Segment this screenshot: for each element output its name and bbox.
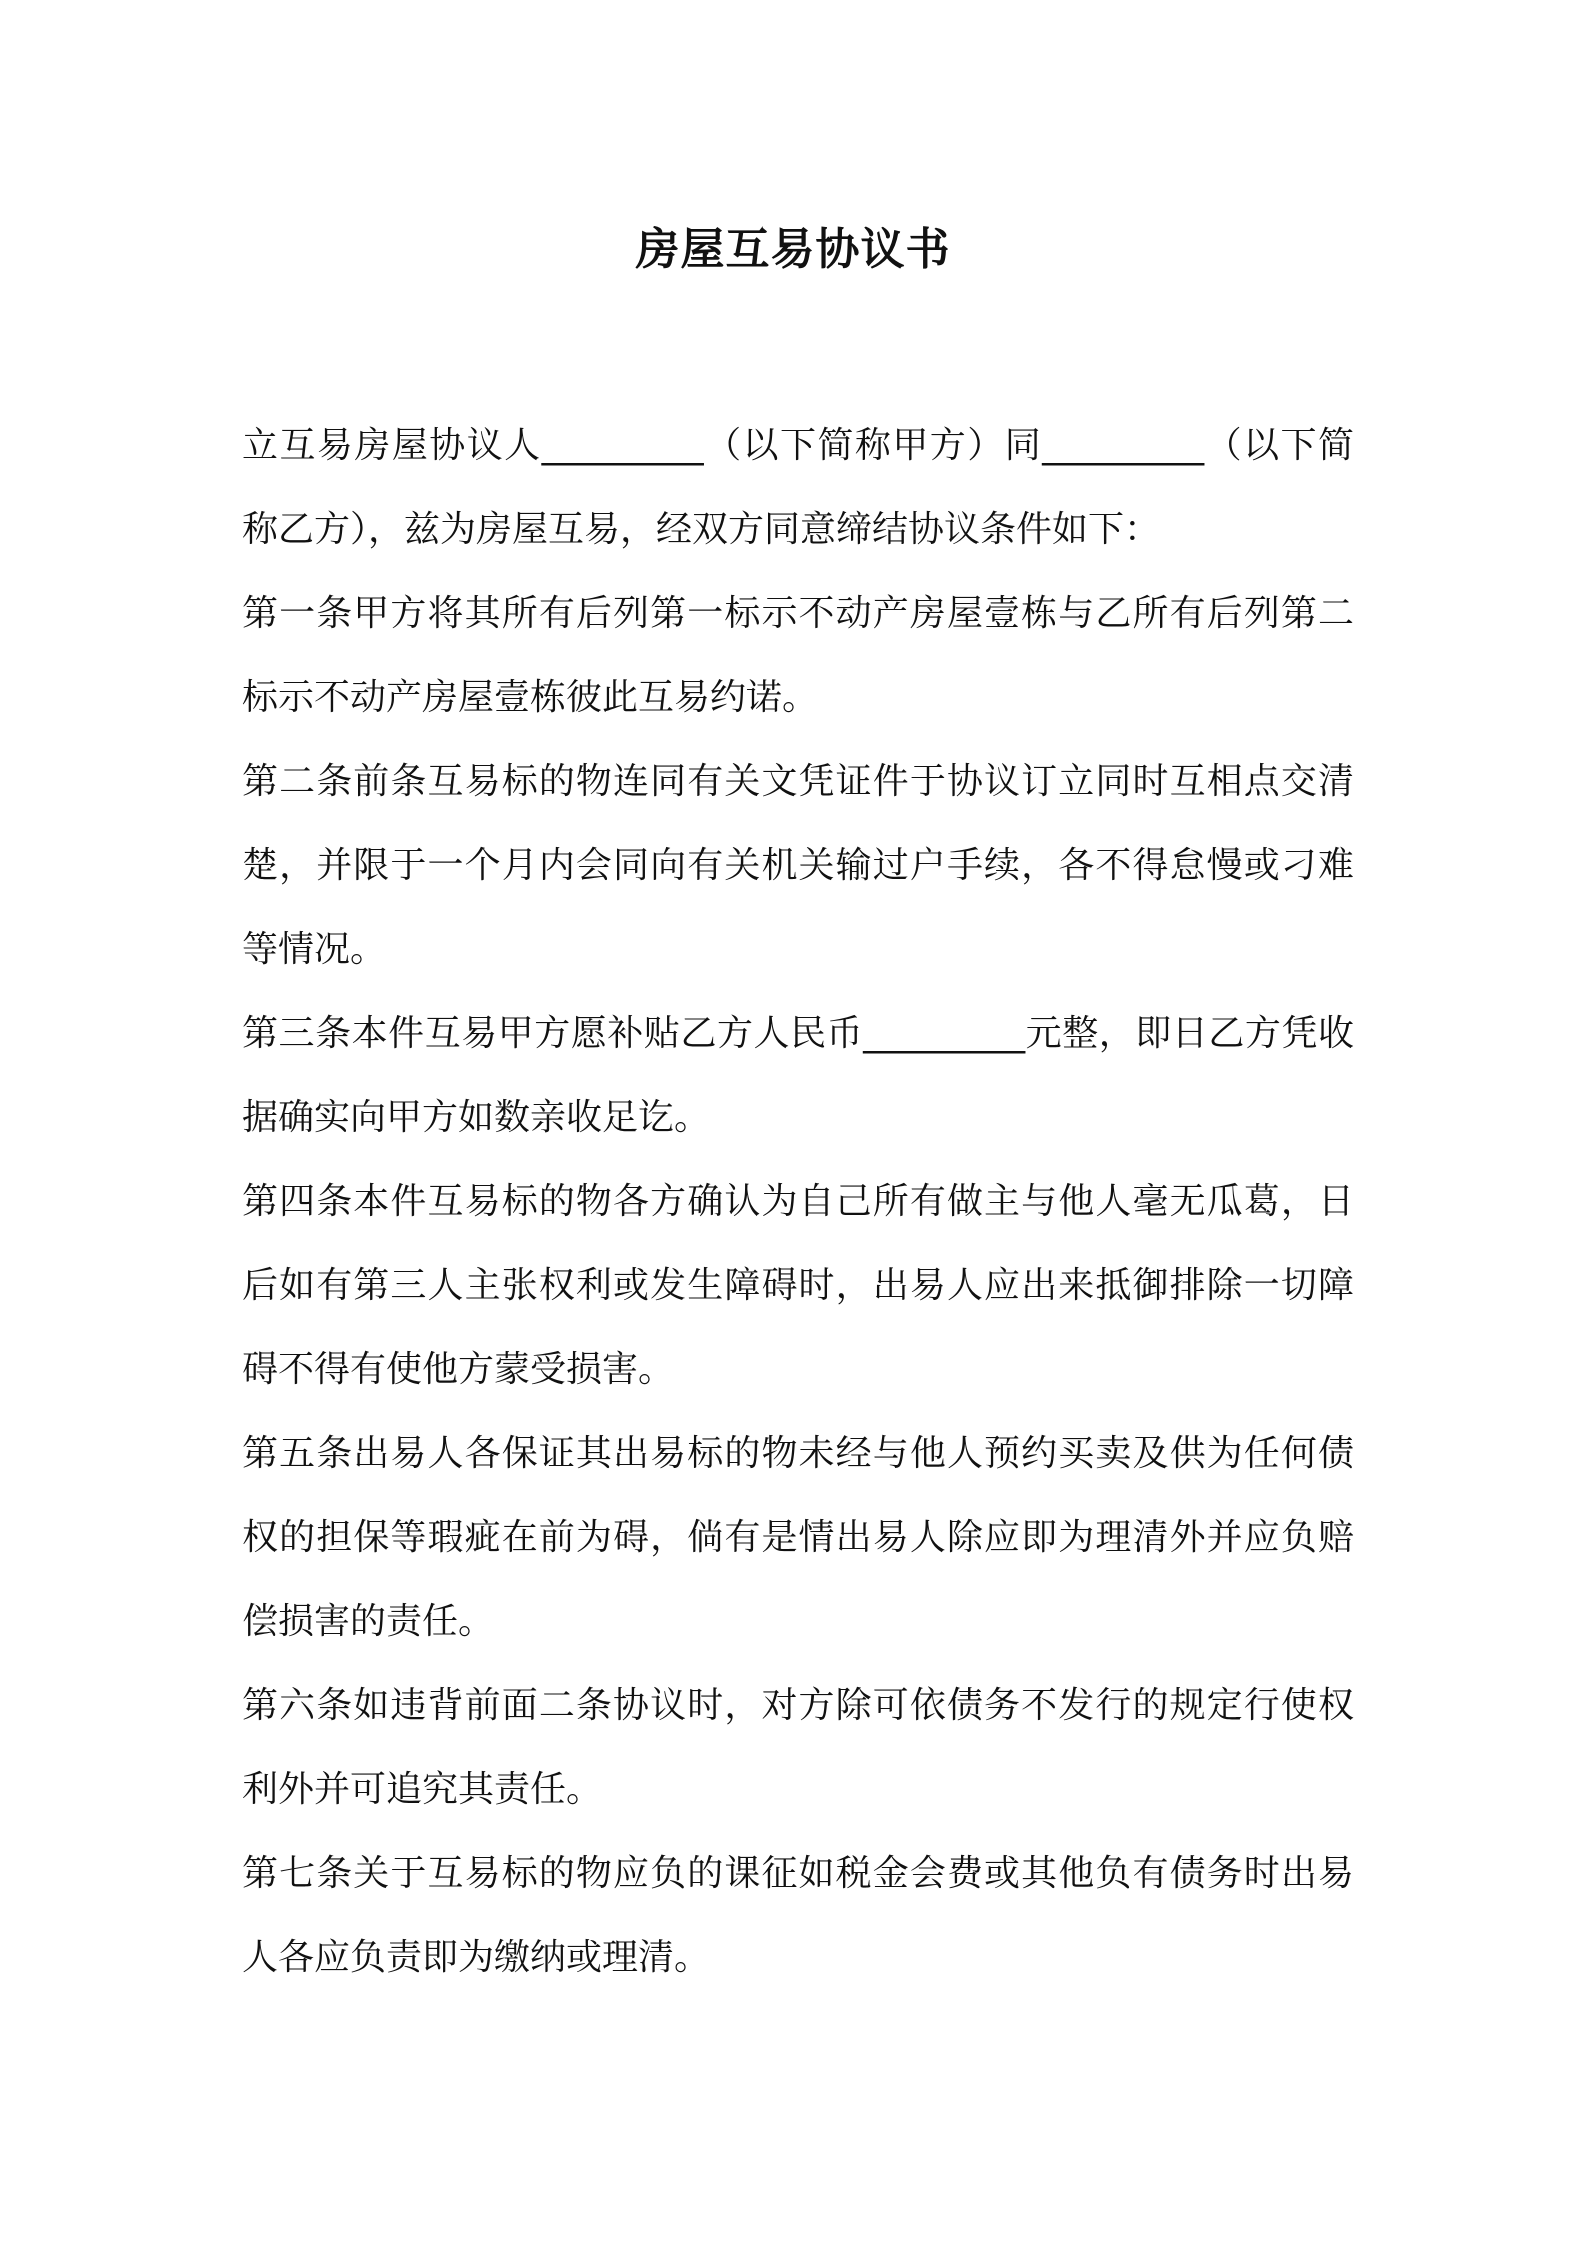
paragraph-article-2: 第二条前条互易标的物连同有关文凭证件于协议订立同时互相点交清楚，并限于一个月内会同向有关机关输过户手续，各不得怠慢或刁难等情况。 [242, 761, 1354, 970]
document-title: 房屋互易协议书 [635, 224, 951, 275]
paragraph-article-7: 第七条关于互易标的物应负的课征如税金会费或其他负有债务时出易人各应负责即为缴纳或理清。 [242, 1853, 1354, 1978]
paragraph-article-1: 第一条甲方将其所有后列第一标示不动产房屋壹栋与乙所有后列第二标示不动产房屋壹栋彼此互易约诺。 [242, 593, 1354, 718]
paragraph-article-4: 第四条本件互易标的物各方确认为自己所有做主与他人毫无瓜葛，日后如有第三人主张权利或发生障碍时，出易人应出来抵御排除一切障碍不得有使他方蒙受损害。 [242, 1181, 1354, 1390]
paragraph-article-5: 第五条出易人各保证其出易标的物未经与他人预约买卖及供为任何债权的担保等瑕疵在前为碍，倘有是情出易人除应即为理清外并应负赔偿损害的责任。 [242, 1433, 1354, 1642]
document-body [242, 404, 1354, 2000]
paragraph-article-3: 第三条本件互易甲方愿补贴乙方人民币_________元整，即日乙方凭收据确实向甲方如数亲收足讫。 [242, 1013, 1354, 1138]
paragraph-article-6: 第六条如违背前面二条协议时，对方除可依债务不发行的规定行使权利外并可追究其责任。 [242, 1685, 1354, 1810]
paragraph-preamble: 立互易房屋协议人_________（以下简称甲方）同_________（以下简称乙方），兹为房屋互易，经双方同意缔结协议条件如下： [242, 425, 1354, 550]
